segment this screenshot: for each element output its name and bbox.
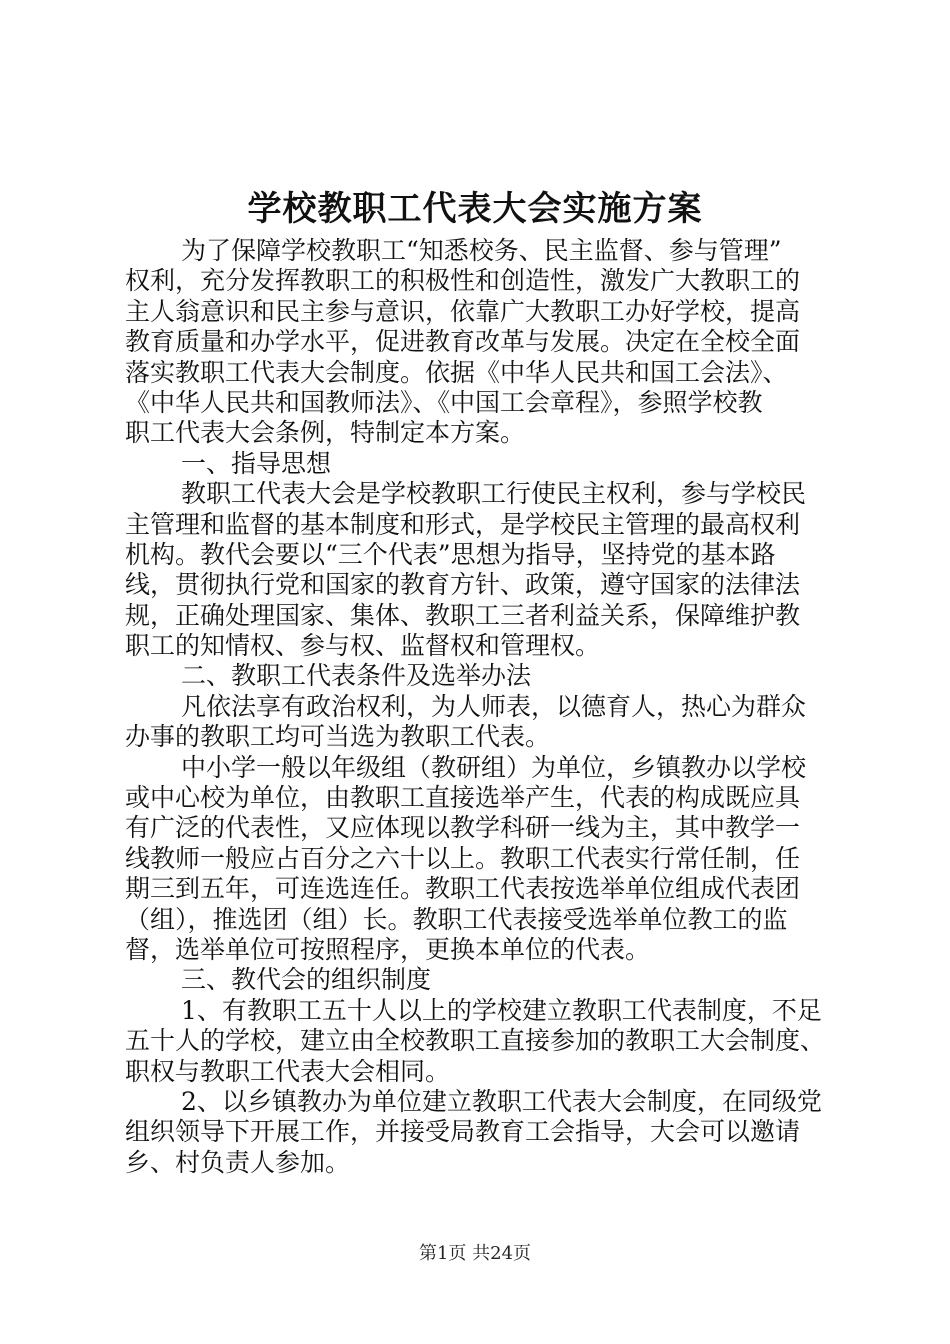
text-line: 中小学一般以年级组（教研组）为单位，乡镇教办以学校 xyxy=(181,752,807,782)
document-title: 学校教职工代表大会实施方案 xyxy=(247,189,703,229)
text-line: 有广泛的代表性，又应体现以教学科研一线为主，其中教学一 xyxy=(125,813,801,843)
text-line: 办事的教职工均可当选为教职工代表。 xyxy=(125,722,551,752)
text-line: 2、以乡镇教办为单位建立教职工代表大会制度，在同级党 xyxy=(181,1086,822,1116)
text-line: 线教师一般应占百分之六十以上。教职工代表实行常任制，任 xyxy=(125,843,801,873)
document-body xyxy=(125,236,840,1178)
text-line: 《中华人民共和国教师法》、《中国工会章程》，参照学校教 xyxy=(125,387,763,417)
text-line: 或中心校为单位，由教职工直接选举产生，代表的构成既应具 xyxy=(125,783,801,813)
text-line: 主管理和监督的基本制度和形式，是学校民主管理的最高权利 xyxy=(125,509,801,539)
text-line: 为了保障学校教职工“知悉校务、民主监督、参与管理” xyxy=(181,236,782,265)
text-line: 机构。教代会要以“三个代表”思想为指导，坚持党的基本路 xyxy=(125,539,776,569)
text-line: 权利，充分发挥教职工的积极性和创造性，激发广大教职工的 xyxy=(125,266,801,296)
text-line: 一、指导思想 xyxy=(181,448,332,478)
text-line: 规，正确处理国家、集体、教职工三者利益关系，保障维护教 xyxy=(125,600,801,630)
text-line: 线，贯彻执行党和国家的教育方针、政策，遵守国家的法律法 xyxy=(125,570,801,600)
text-line: 五十人的学校，建立由全校教职工直接参加的教职工大会制度、 xyxy=(125,1026,826,1056)
text-line: 教职工代表大会是学校教职工行使民主权利，参与学校民 xyxy=(181,479,807,509)
text-line: （组），推选团（组）长。教职工代表接受选举单位教工的监 xyxy=(125,904,788,934)
text-line: 职工代表大会条例，特制定本方案。 xyxy=(125,418,526,448)
text-line: 期三到五年，可连选连任。教职工代表按选举单位组成代表团 xyxy=(125,874,801,904)
text-line: 职权与教职工代表大会相同。 xyxy=(125,1056,451,1086)
text-line: 组织领导下开展工作，并接受局教育工会指导，大会可以邀请 xyxy=(125,1117,801,1147)
text-line: 落实教职工代表大会制度。依据《中华人民共和国工会法》、 xyxy=(125,357,788,387)
text-line: 主人翁意识和民主参与意识，依靠广大教职工办好学校，提高 xyxy=(125,296,801,326)
text-line: 乡、村负责人参加。 xyxy=(125,1147,351,1177)
text-line: 教育质量和办学水平，促进教育改革与发展。决定在全校全面 xyxy=(125,327,801,357)
text-line: 三、教代会的组织制度 xyxy=(181,965,432,995)
text-line: 凡依法享有政治权利，为人师表，以德育人，热心为群众 xyxy=(181,691,807,721)
text-line: 1、有教职工五十人以上的学校建立教职工代表制度，不足 xyxy=(181,995,822,1025)
text-line: 督，选举单位可按照程序，更换本单位的代表。 xyxy=(125,934,651,964)
page-footer: 第1页 共24页 xyxy=(418,1243,532,1264)
text-line: 职工的知情权、参与权、监督权和管理权。 xyxy=(125,631,601,661)
text-line: 二、教职工代表条件及选举办法 xyxy=(181,661,532,691)
